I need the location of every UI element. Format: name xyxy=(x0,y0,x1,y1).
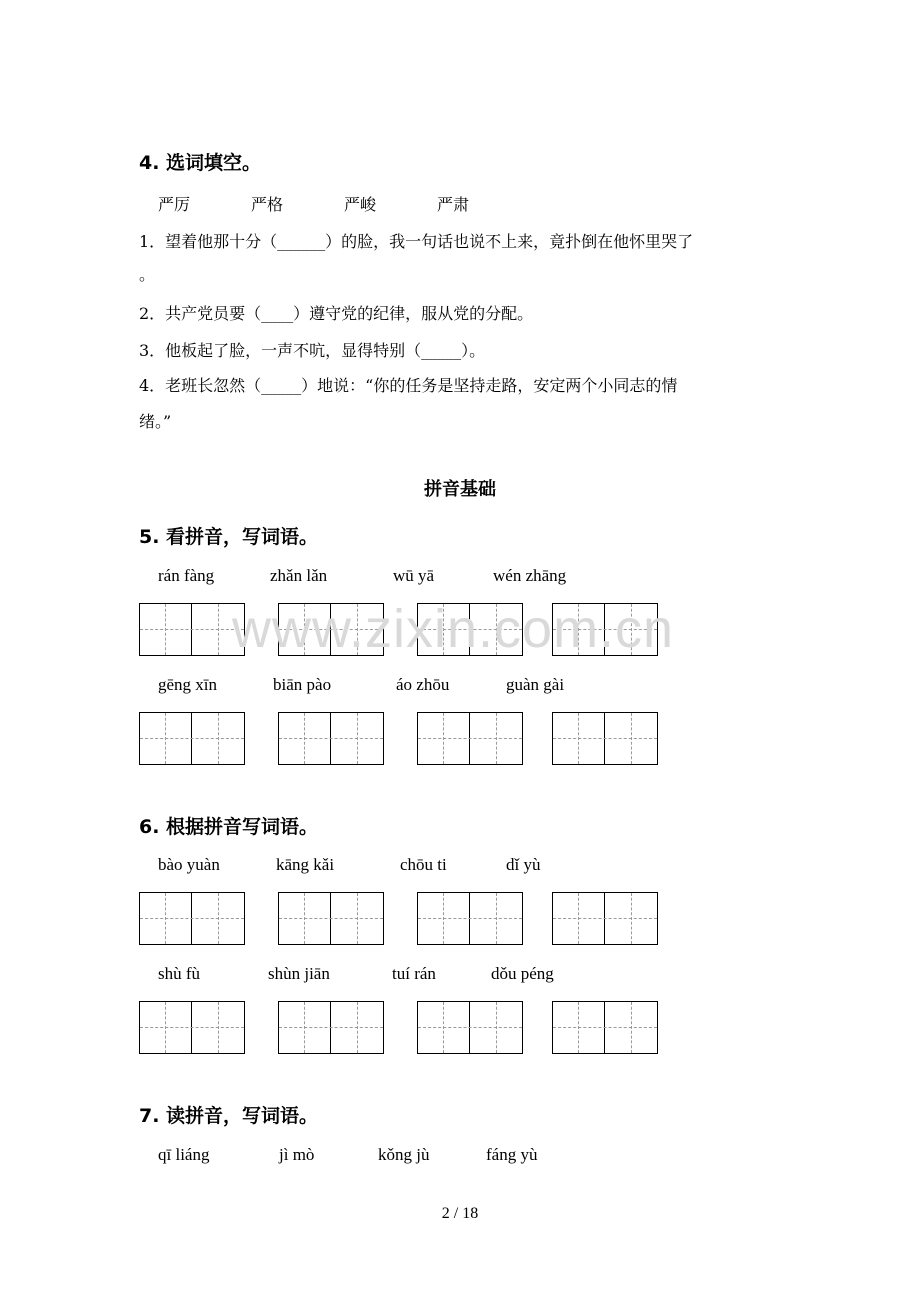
pinyin-label: chōu ti xyxy=(400,855,447,874)
writing-grid[interactable] xyxy=(417,892,523,945)
pinyin-label: gēng xīn xyxy=(158,675,218,694)
pinyin-label: kāng kǎi xyxy=(276,855,335,874)
q4-line-4: 4．老班长忽然（_____）地说：“你的任务是坚持走路，安定两个小同志的情 xyxy=(139,376,678,395)
pinyin-label: áo zhōu xyxy=(396,675,450,694)
pinyin-label: jì mò xyxy=(279,1145,315,1164)
q4-line-4-cont: 绪。” xyxy=(139,412,172,431)
pinyin-label: kǒng jù xyxy=(378,1145,430,1164)
q4-word-option: 严格 xyxy=(251,195,284,214)
pinyin-label: bào yuàn xyxy=(158,855,220,874)
pinyin-label: wén zhāng xyxy=(493,566,567,585)
pinyin-label: shùn jiān xyxy=(268,964,330,983)
writing-grid[interactable] xyxy=(278,892,384,945)
writing-grid[interactable] xyxy=(417,712,523,765)
writing-grid[interactable] xyxy=(278,712,384,765)
pinyin-label: qī liáng xyxy=(158,1145,210,1164)
pinyin-label: dǐ yù xyxy=(506,855,541,874)
pinyin-label: rán fàng xyxy=(158,566,215,585)
q4-line-3: 3．他板起了脸，一声不吭，显得特别（_____）。 xyxy=(139,341,486,360)
q7-title: 7. 读拼音，写词语。 xyxy=(139,1105,319,1127)
pinyin-label: fáng yù xyxy=(486,1145,538,1164)
q4-line-2: 2．共产党员要（____）遵守党的纪律，服从党的分配。 xyxy=(139,304,534,323)
pinyin-label: dǒu péng xyxy=(491,964,554,983)
watermark: www.zixin.com.cn xyxy=(232,599,675,659)
pinyin-label: wū yā xyxy=(393,566,435,585)
q5-title: 5. 看拼音，写词语。 xyxy=(139,526,319,548)
pinyin-label: tuí rán xyxy=(392,964,436,983)
pinyin-label: guàn gài xyxy=(506,675,565,694)
q4-word-option: 严厉 xyxy=(158,195,191,214)
section-title: 拼音基础 xyxy=(424,479,496,500)
q4-word-option: 严肃 xyxy=(437,195,470,214)
q4-title: 4. 选词填空。 xyxy=(139,152,262,174)
writing-grid[interactable] xyxy=(552,712,658,765)
q4-word-option: 严峻 xyxy=(344,195,377,214)
q6-title: 6. 根据拼音写词语。 xyxy=(139,816,319,838)
pinyin-label: biān pào xyxy=(273,675,332,694)
writing-grid[interactable] xyxy=(552,1001,658,1054)
q4-line-1-cont: 。 xyxy=(139,265,156,284)
writing-grid[interactable] xyxy=(139,712,245,765)
writing-grid[interactable] xyxy=(139,1001,245,1054)
pinyin-label: zhǎn lǎn xyxy=(270,566,328,585)
writing-grid[interactable] xyxy=(552,892,658,945)
pinyin-label: shù fù xyxy=(158,964,201,983)
writing-grid[interactable] xyxy=(139,892,245,945)
q4-line-1: 1．望着他那十分（______）的脸，我一句话也说不上来，竟扑倒在他怀里哭了 xyxy=(139,232,694,251)
writing-grid[interactable] xyxy=(278,1001,384,1054)
writing-grid[interactable] xyxy=(139,603,245,656)
writing-grid[interactable] xyxy=(417,1001,523,1054)
page-number: 2 / 18 xyxy=(441,1205,479,1222)
